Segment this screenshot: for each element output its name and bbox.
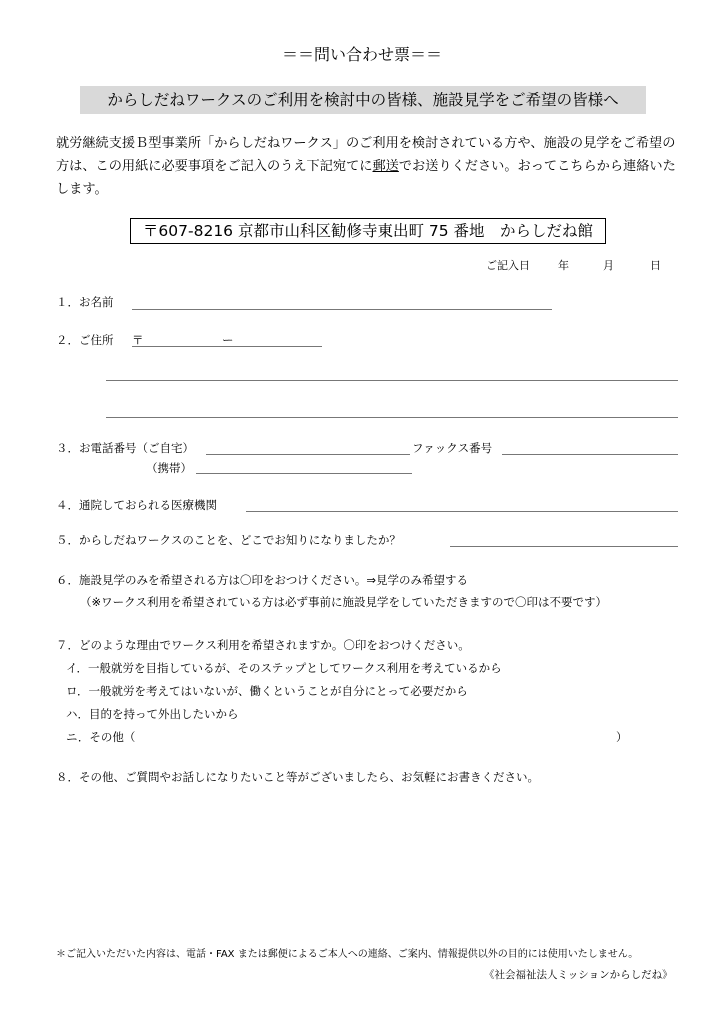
postal-mark: 〒 xyxy=(132,333,144,347)
fax-input-line[interactable] xyxy=(502,454,678,455)
home-phone-input-line[interactable] xyxy=(206,454,410,455)
q7-option-ni[interactable]: ニ．その他（ xyxy=(66,730,136,744)
name-input-line[interactable] xyxy=(132,309,552,310)
q7-option-ha[interactable]: ハ．目的を持って外出したいから xyxy=(66,707,239,721)
date-label: ご記入日 xyxy=(486,259,530,272)
page-title: ＝＝問い合わせ票＝＝ xyxy=(281,45,442,64)
q3-phone-label: ３．お電話番号（ご自宅） xyxy=(56,441,194,455)
subtitle-banner: からしだねワークスのご利用を検討中の皆様、施設見学をご希望の皆様へ xyxy=(80,86,646,114)
q7-option-ro[interactable]: ロ．一般就労を考えてはいないが、働くということが自分にとって必要だから xyxy=(66,684,468,698)
hospital-input-line[interactable] xyxy=(246,511,678,512)
q8-free-text-area[interactable] xyxy=(56,792,678,932)
postal-code-input-line[interactable] xyxy=(132,346,322,347)
q1-name-label: １．お名前 xyxy=(56,295,114,309)
postal-dash: ー xyxy=(222,333,234,347)
privacy-note: ＊ご記入いただいた内容は、電話・FAX または郵便によるご本人への連絡、ご案内、情報提供以外の目的には使用いたしません。 xyxy=(56,949,639,960)
date-field[interactable] xyxy=(486,257,661,273)
q6-visit-only-label: ６．施設見学のみを希望される方は〇印をおつけください。⇒見学のみ希望する xyxy=(56,573,469,587)
q4-hospital-label: ４．通院しておられる医療機関 xyxy=(56,498,217,512)
referral-input-line[interactable] xyxy=(450,546,678,547)
q7-option-i[interactable]: イ．一般就労を目指しているが、そのステップとしてワークス利用を考えているから xyxy=(66,661,502,675)
intro-paragraph xyxy=(56,132,686,201)
q8-other-label: ８．その他、ご質問やお話しになりたいこと等がございましたら、お気軽にお書きください。 xyxy=(56,770,539,784)
date-day: 日 xyxy=(650,259,661,272)
date-year: 年 xyxy=(558,259,569,272)
mobile-label: （携帯） xyxy=(146,461,192,475)
intro-text-before: 就労継続支援Ｂ型事業所「からしだねワークス」のご利用を検討されている方や、施設の見学をご希望の方は、この用紙に必要事項をご記入のうえ下記宛てに xyxy=(56,136,676,174)
date-month: 月 xyxy=(603,259,614,272)
mailing-address-box: 〒607-8216 京都市山科区勧修寺東出町 75 番地 からしだね館 xyxy=(130,218,606,244)
q5-referral-label: ５．からしだねワークスのことを、どこでお知りになりましたか？ xyxy=(56,533,401,547)
intro-text-after: でお送りください。おってこちらから連絡いたします。 xyxy=(56,159,676,197)
address-input-line-2[interactable] xyxy=(106,417,678,418)
organization-name: 《社会福祉法人ミッションからしだね》 xyxy=(484,969,673,981)
intro-underlined-text: 郵送 xyxy=(372,159,399,174)
q6-note: （※ワークス利用を希望されている方は必ず事前に施設見学をしていただきますので〇印は不要です） xyxy=(80,595,608,609)
address-input-line-1[interactable] xyxy=(106,380,678,381)
q7-close-paren: ） xyxy=(616,730,628,744)
mobile-input-line[interactable] xyxy=(196,473,412,474)
fax-label: ファックス番号 xyxy=(412,441,493,455)
q2-address-label: ２．ご住所 xyxy=(56,333,114,347)
q7-reason-label: ７．どのような理由でワークス利用を希望されますか。〇印をおつけください。 xyxy=(56,638,470,652)
